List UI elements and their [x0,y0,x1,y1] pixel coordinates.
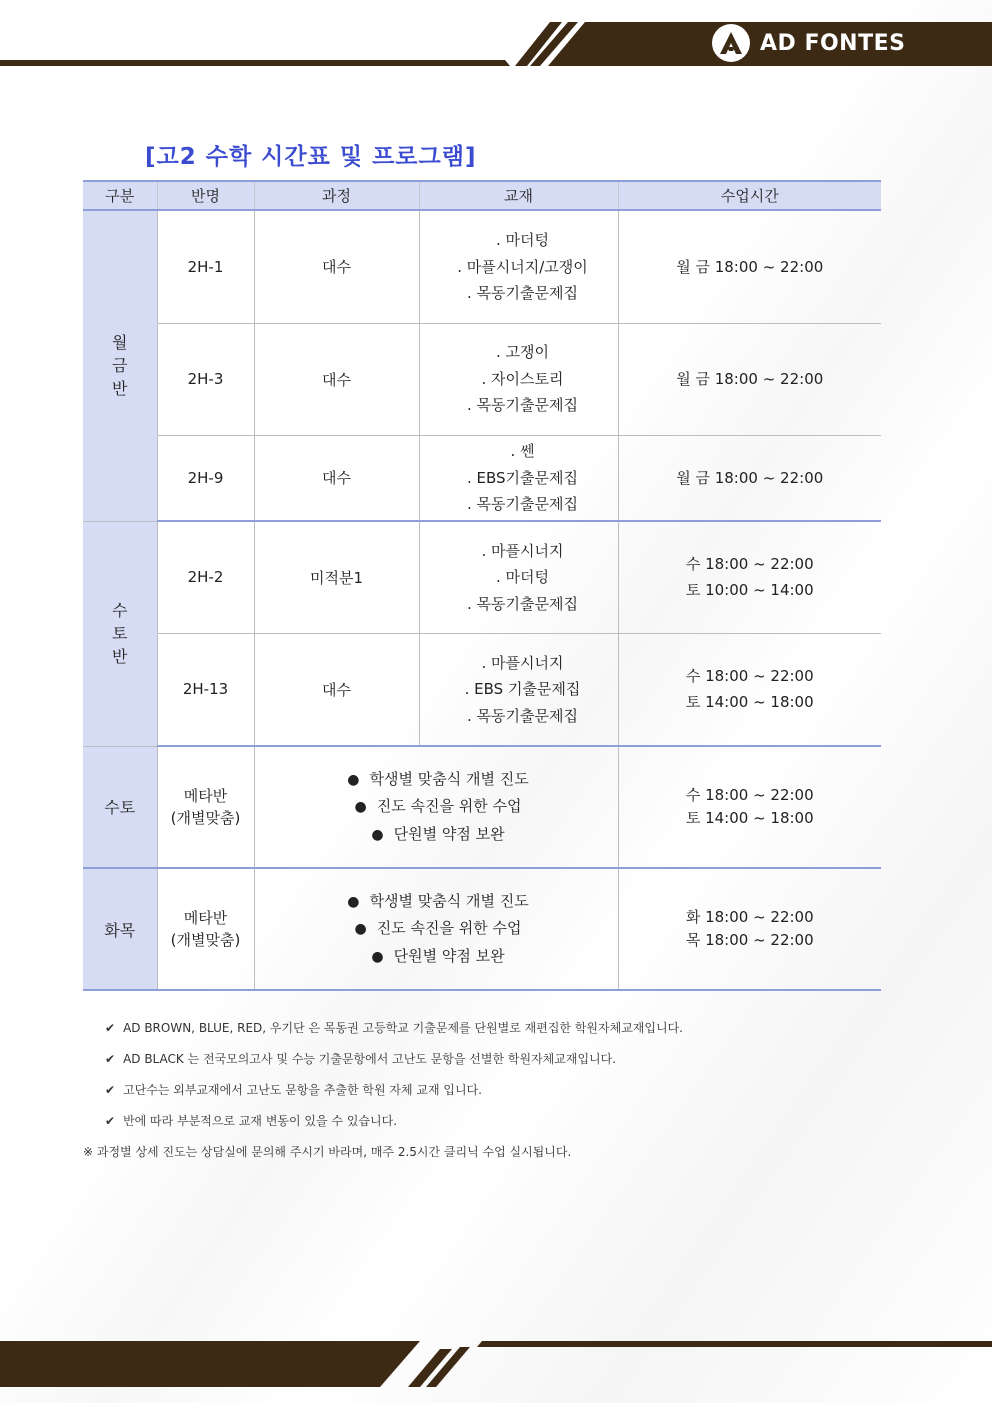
table-row [83,210,881,323]
book-item: . EBS기출문제집 [466,468,578,487]
bullet-icon: ● [347,771,360,788]
class-cell: 2H-1 [157,210,254,323]
meta-bullet-item: ● 진도 속진을 위한 수업 [354,797,522,816]
course-cell: 미적분1 [254,521,419,633]
time-cell [618,521,881,633]
book-item: . 마플시너지/고쟁이 [457,257,588,276]
note-item: ✔ AD BROWN, BLUE, RED, 우기단 은 목동권 고등학교 기출문제를 단원별로 재편집한 학원자체교재입니다. [105,1021,683,1035]
book-item: . 마플시너지 [481,653,564,672]
footnote: ※ 과정별 상세 진도는 상담실에 문의해 주시기 바라며, 매주 2.5시간 클리닉 수업 실시됩니다. [83,1145,572,1159]
group-label: 월금반 [112,333,128,399]
table-row [83,323,881,435]
note-item: ✔ AD BLACK 는 전국모의고사 및 수능 기출문항에서 고난도 문항을 선별한 학원자체교재입니다. [105,1052,617,1066]
time-cell [618,323,881,435]
checkmark-icon: ✔ [105,1052,116,1066]
meta-bullet-item: ● 단원별 약점 보완 [371,824,505,843]
notes-section [83,1017,903,1172]
book-item: . EBS 기출문제집 [464,680,581,698]
course-cell: 대수 [254,323,419,435]
meta-bullet-item: ● 학생별 맞춤식 개별 진도 [347,769,529,788]
time-line: 수 18:00 ~ 22:00 [685,555,814,574]
header-textbook: 교재 [419,181,618,210]
schedule-table [83,180,881,991]
table-row [83,868,881,990]
book-item: . 목동기출문제집 [467,594,578,613]
book-item: . 마더텅 [495,568,549,586]
header-class-name: 반명 [157,181,254,210]
time-line: 월 금 18:00 ~ 22:00 [676,257,824,276]
books-cell [419,323,618,435]
group-cell-meta-tue-thu: 화목 [83,868,157,990]
bullet-icon: ● [371,948,384,965]
course-cell: 대수 [254,435,419,521]
meta-class-name: 메타반 [183,787,228,805]
checkmark-icon: ✔ [105,1021,116,1035]
time-cell [618,633,881,746]
footer-main-block [0,1341,420,1387]
meta-class-name: 메타반 [183,909,228,927]
class-cell: 2H-13 [157,633,254,746]
books-cell [419,435,618,521]
bullet-icon: ● [371,826,384,843]
note-item: ✔ 반에 따라 부분적으로 교재 변동이 있을 수 있습니다. [105,1114,398,1128]
time-line: 목 18:00 ~ 22:00 [685,931,814,949]
course-cell: 대수 [254,210,419,323]
group-label: 수토반 [112,601,128,666]
time-line: 토 10:00 ~ 14:00 [685,581,814,600]
page-title: [고2 수학 시간표 및 프로그램] [145,144,477,170]
meta-class-cell [157,746,254,868]
book-item: . 고쟁이 [495,343,549,362]
book-item: . 목동기출문제집 [467,284,578,302]
time-line: 수 18:00 ~ 22:00 [685,667,814,686]
table-header-row [83,181,881,210]
brand-logo-text: AD FONTES [760,30,906,56]
book-item: . 자이스토리 [481,369,564,388]
class-cell: 2H-3 [157,323,254,435]
meta-class-note: (개별맞춤) [170,809,241,827]
table-row [83,521,881,633]
time-line: 토 14:00 ~ 18:00 [685,693,814,712]
book-item: . 목동기출문제집 [467,495,578,513]
header-class-time: 수업시간 [618,181,881,210]
table-row [83,633,881,746]
checkmark-icon: ✔ [105,1114,116,1128]
book-item: . 마플시너지 [481,541,564,560]
note-item: ✔ 고단수는 외부교재에서 고난도 문항을 추출한 학원 자체 교재 입니다. [105,1083,482,1097]
table-row [83,746,881,868]
time-cell [618,868,881,990]
books-cell [419,633,618,746]
group-cell-meta-wed-sat: 수토 [83,746,157,868]
books-cell [419,521,618,633]
time-line: 화 18:00 ~ 22:00 [685,908,814,926]
class-cell: 2H-2 [157,521,254,633]
time-line: 월 금 18:00 ~ 22:00 [676,370,824,388]
bullet-icon: ● [354,921,367,938]
checkmark-icon: ✔ [105,1083,116,1097]
footer-band [0,1335,992,1403]
meta-description-cell [254,746,618,868]
bullet-icon: ● [347,893,360,910]
book-item: . 마더텅 [495,231,549,249]
book-item: . 쎈 [510,442,535,460]
time-cell [618,746,881,868]
time-cell [618,210,881,323]
time-line: 월 금 18:00 ~ 22:00 [676,468,824,487]
meta-bullet-item: ● 진도 속진을 위한 수업 [354,919,522,938]
header-course: 과정 [254,181,419,210]
meta-class-note: (개별맞춤) [170,931,241,949]
brand-logo-icon [712,24,750,62]
group-cell-wed-sat [83,521,157,746]
brand-logo [712,22,905,64]
table-row [83,435,881,521]
book-item: . 목동기출문제집 [467,396,578,415]
book-item: . 목동기출문제집 [467,706,578,725]
time-line: 토 14:00 ~ 18:00 [685,809,814,827]
meta-class-cell [157,868,254,990]
books-cell [419,210,618,323]
time-cell [618,435,881,521]
course-cell: 대수 [254,633,419,746]
meta-description-cell [254,868,618,990]
footer-right-stripe [477,1341,992,1347]
header-left-stripe [0,60,510,66]
bullet-icon: ● [354,799,367,816]
group-cell-mon-fri [83,210,157,521]
header-category: 구분 [83,181,157,210]
meta-bullet-item: ● 단원별 약점 보완 [371,946,505,965]
meta-bullet-item: ● 학생별 맞춤식 개별 진도 [347,891,529,910]
class-cell: 2H-9 [157,435,254,521]
time-line: 수 18:00 ~ 22:00 [685,786,814,804]
